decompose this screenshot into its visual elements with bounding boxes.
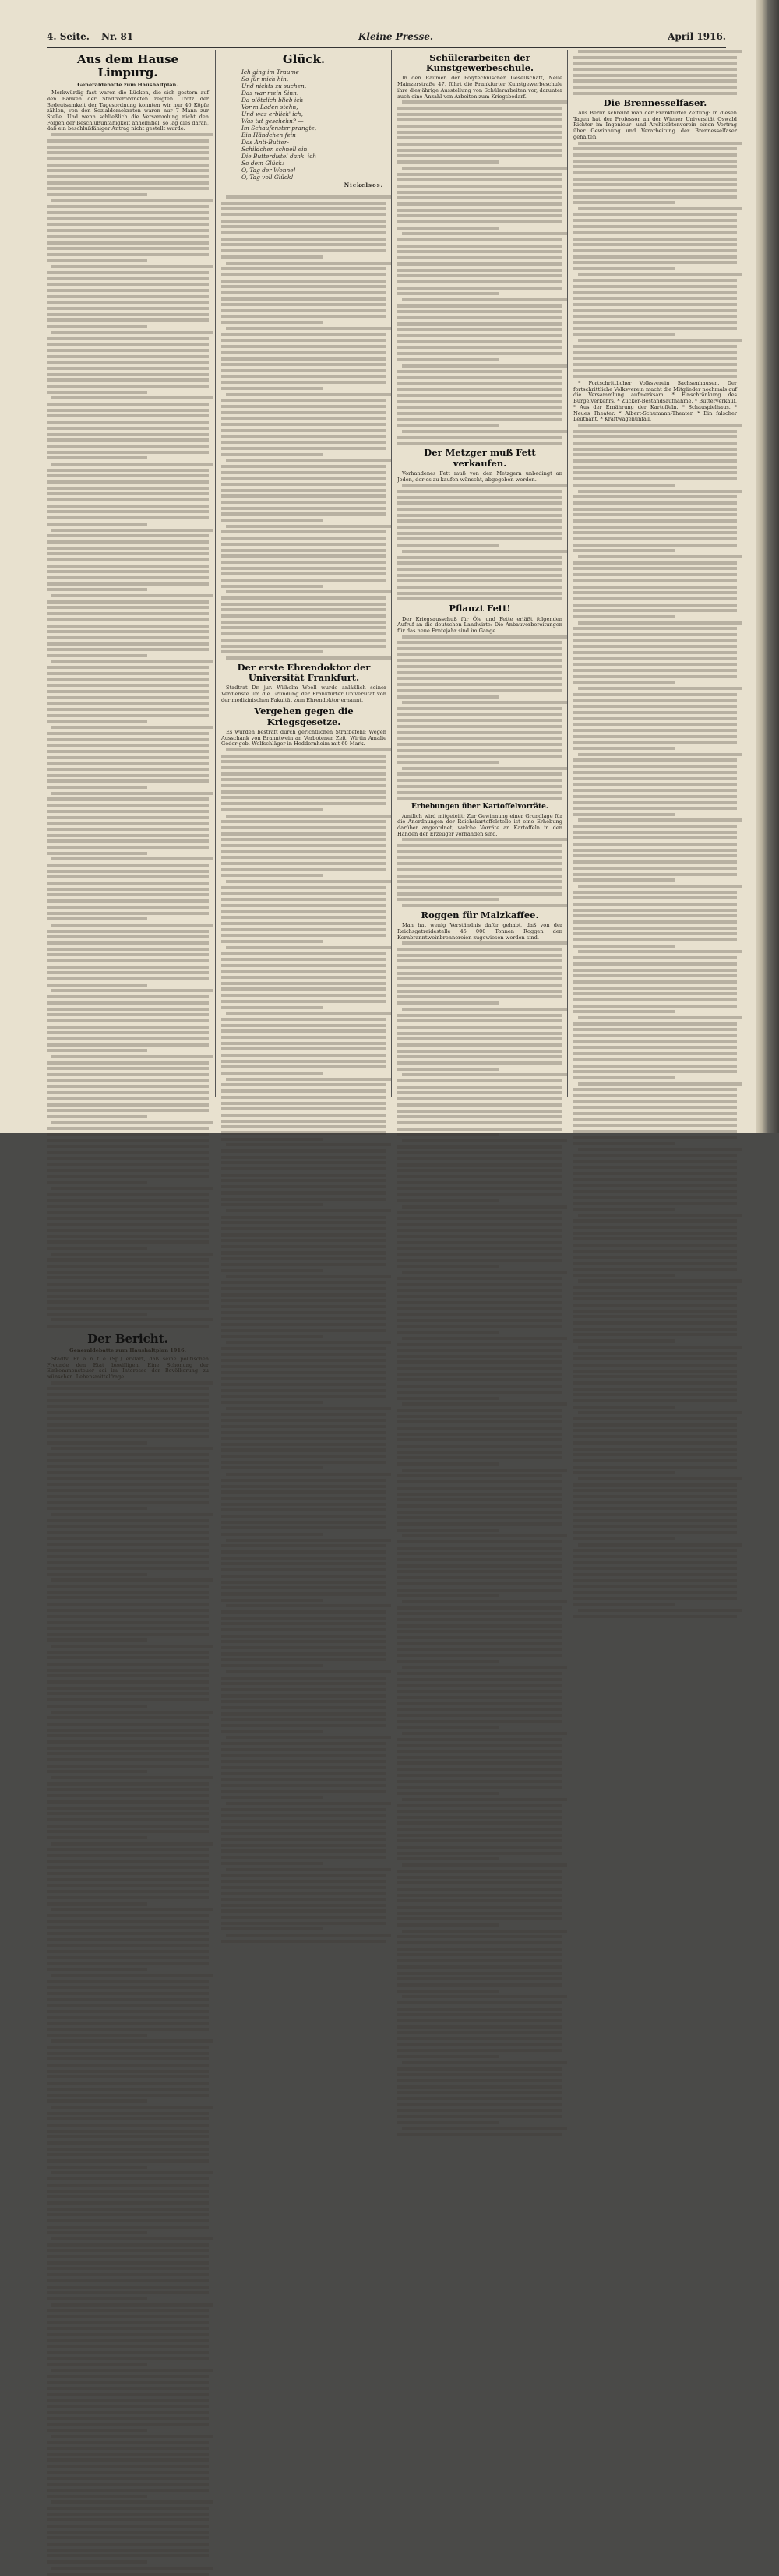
article-continuation	[47, 1381, 209, 2576]
article-text: Vorhandenes Fett muß von den Metzgern unbedingt an Jeden, der es zu kaufen wünscht, abgegeben werden.	[397, 470, 562, 483]
article-title: Erhebungen über Kartoffelvorräte.	[411, 803, 549, 811]
issue-number: Nr. 81	[101, 31, 134, 42]
article-continuation	[397, 838, 562, 907]
article-title: Pflanzt Fett!	[449, 603, 511, 614]
article-continuation	[221, 195, 386, 660]
article-text: Stadtv. Fr a n t e (Sp.) erklärt, daß seine politischen Freunde den Etat bewilligen. Eine Schonung der Einkommensteuer sei im Interesse der Bevölkerung zu wünschen. Lebensmittelfrage.	[47, 1355, 209, 1380]
article-subtitle: Generaldebatte zum Haushaltplan.	[77, 81, 178, 88]
article-text: In den Räumen der Polytechnischen Gesellschaft, Neue Mainzerstraße 47, führt die Frankfurter Kunstgewerbeschule ihre diesjährige Ausstellung von Schülerarbeiten vor, darunter auch eine Anzahl von Arbeiten zum Kriegsbedarf.	[397, 75, 562, 100]
paper-title: Kleine Presse.	[358, 31, 434, 42]
article-continuation	[47, 133, 209, 1328]
article-continuation	[573, 50, 737, 95]
poem-line: Was tat geschehn? —	[241, 118, 304, 125]
article-text: Man hat wenig Verständnis dafür gehabt, daß von der Reichsgetreidestelle 45 000 Tonnen Roggen den Kornbranntweinbrennereien zugewiesen worden sind.	[397, 922, 562, 941]
article-subtitle: Generaldebatte zum Haushaltplan 1916.	[69, 1347, 186, 1354]
issue-date: April 1916.	[668, 31, 726, 42]
column-1	[47, 50, 209, 1380]
article-continuation	[221, 748, 386, 1943]
column-2	[221, 50, 386, 1097]
poem-line: Die Butterdistel dank' ich	[241, 153, 317, 160]
article-continuation	[397, 484, 562, 600]
article-title: Der Metzger muß Fett verkaufen.	[424, 447, 536, 469]
article-text: Merkwürdig fast waren die Lücken, die sich gestern auf den Bänken der Stadtverordneten zeigten. Trotz der Bedeutsamkeit der Tagesordnung konnten wir nur 40 Köpfe zählen, von den Sozialdemokraten waren nur 7 Mann zur Stelle. Und wenn schließlich die Versammlung nicht den Folgen der Beschlußunfähigkeit anheimfiel, so lag dies daran, daß ein beschlußfähiger Antrag nicht gestellt wurde.	[47, 90, 209, 132]
page-number: 4. Seite.	[47, 31, 90, 42]
poem-line: Und nichts zu suchen,	[241, 83, 307, 90]
poem-line: O, Tag voll Glück!	[241, 174, 294, 181]
poem-line: Da plötzlich blieb ich	[241, 97, 304, 104]
article-text: Der Kriegsausschuß für Öle und Fette erläßt folgenden Aufruf an die deutschen Landwirte: Die Anbauvorbereitungen für das neue Erntejahr sind im Gange.	[397, 615, 562, 634]
poem-line: Ein Händchen fein	[241, 132, 296, 139]
poem-line: Schildchen schnell ein.	[241, 146, 309, 153]
poem-line: O, Tag der Wonne!	[241, 167, 296, 174]
article-text: Stadtrat Dr. jur. Wilhelm Woell wurde anläßlich seiner Verdienste um die Gründung der Frankfurter Universität von der medizinischen Fakultät zum Ehrendoktor ernannt.	[221, 684, 386, 703]
article-text: Aus Berlin schreibt man der Frankfurter Zeitung: In diesen Tagen hat der Professor an der Wiener Universität Oswald Richter im Ingenieur- und Architektenverein einen Vortrag über Gewinnung und Verarbeitung der Brennesselfaser gehalten.	[573, 110, 737, 140]
poem-line: Im Schaufenster prangte,	[241, 125, 317, 132]
poem-line: Und was erblick' ich,	[241, 111, 303, 118]
poem-line: So für mich hin,	[241, 76, 289, 83]
article-title: Aus dem Hause Limpurg.	[76, 52, 179, 80]
article-continuation	[573, 142, 737, 378]
article-title: Der Bericht.	[87, 1331, 168, 1346]
poem-line: Das war mein Sinn.	[241, 90, 299, 97]
article-continuation	[573, 424, 737, 1618]
article-title: Vergehen gegen die Kriegsgesetze.	[254, 706, 354, 727]
article-text: Amtlich wird mitgeteilt: Zur Gewinnung einer Grundlage für die Anordnungen der Reichskartoffelstelle ist eine Erhebung darüber angeordnet, welche Vorräte an Kartoffeln in den Händen der Erzeuger vorhanden sind.	[397, 812, 562, 837]
poem-line: So dem Glück:	[241, 160, 284, 167]
article-continuation	[397, 635, 562, 801]
header-rule	[47, 47, 726, 48]
column-4	[573, 50, 737, 1097]
poem-title: Glück.	[282, 52, 326, 66]
column-3	[397, 50, 562, 1097]
article-title: Die Brennesselfaser.	[603, 97, 707, 108]
poem-line: Das Anti-Butter-	[241, 139, 289, 146]
column-rule	[567, 50, 568, 1097]
article-text: Es wurden bestraft durch gerichtlichen Strafbefehl: Wegen Ausschank von Branntwein an Verbotenen Zeit: Wirtin Amalie Geder geb. Wolfschläger in Heddernheim mit 60 Mark.	[221, 728, 386, 748]
page-header	[47, 31, 726, 44]
poem-line: Ich ging im Traume	[241, 69, 299, 76]
poem-author: Nickelsos.	[344, 181, 383, 189]
article-continuation	[397, 100, 562, 445]
article-title: Der erste Ehrendoktor der Universität Frankfurt.	[237, 661, 371, 684]
column-rule	[215, 50, 216, 1097]
column-rule	[391, 50, 392, 1097]
article-continuation	[397, 941, 562, 2136]
article-title: Roggen für Malzkaffee.	[421, 909, 539, 920]
article-title: Schülerarbeiten der Kunstgewerbeschule.	[425, 52, 534, 74]
poem-line: Vor'm Laden stehn,	[241, 104, 298, 111]
poem-body	[221, 69, 386, 181]
scan-edge	[756, 0, 779, 1133]
article-text: * Fortschrittlicher Volksverein Sachsenhausen. Der fortschrittliche Volksverein macht die Mitglieder nochmals auf die Versammlung aufmerksam. * Einschränkung des Burgelverkehrs. * Zucker-Bestandsaufnahme. * Butterverkauf. * Aus der Ernährung der Kartoffeln. * Schauspielhaus. * Neues Theater. * Albert-Schumann-Theater. * Ein falscher Leutnant. * Kraftwagenunfall.	[573, 380, 737, 423]
